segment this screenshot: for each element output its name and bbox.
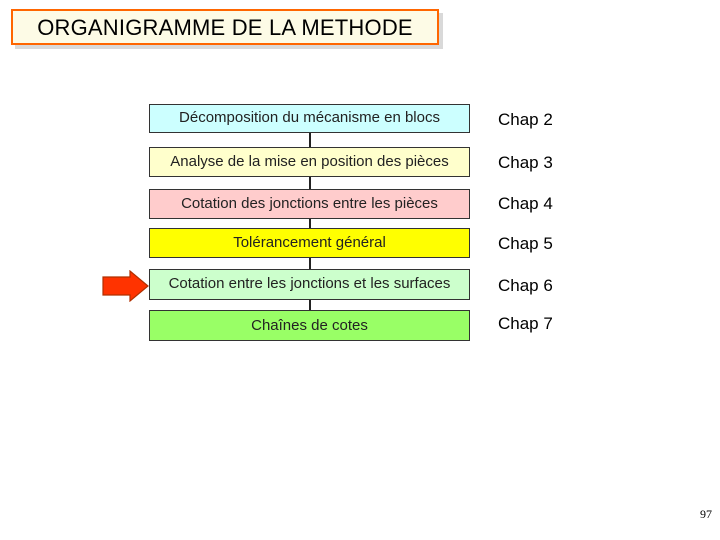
step-label: Cotation des jonctions entre les pièces	[181, 195, 438, 212]
chapter-label-4: Chap 5	[498, 234, 553, 253]
page-number: 97	[700, 507, 712, 521]
step-label: Chaînes de cotes	[251, 317, 368, 334]
step-box-4	[149, 228, 470, 258]
page-title: ORGANIGRAMME DE LA METHODE	[37, 15, 413, 40]
chapter-label-5: Chap 6	[498, 276, 553, 295]
chapter-label-2: Chap 3	[498, 153, 553, 172]
chapter-label-6: Chap 7	[498, 314, 553, 333]
step-box-2	[149, 147, 470, 177]
step-box-3	[149, 189, 470, 219]
step-box-6	[149, 310, 470, 341]
step-box-5	[149, 269, 470, 300]
step-label: Analyse de la mise en position des pièces	[170, 153, 449, 170]
step-box-1	[149, 104, 470, 133]
title-box	[11, 9, 439, 45]
step-label: Tolérancement général	[233, 234, 386, 251]
current-step-arrow-icon	[102, 270, 150, 302]
step-label: Décomposition du mécanisme en blocs	[179, 109, 440, 126]
step-label: Cotation entre les jonctions et les surfaces	[168, 275, 451, 292]
chapter-label-3: Chap 4	[498, 194, 553, 213]
chapter-label-1: Chap 2	[498, 110, 553, 129]
